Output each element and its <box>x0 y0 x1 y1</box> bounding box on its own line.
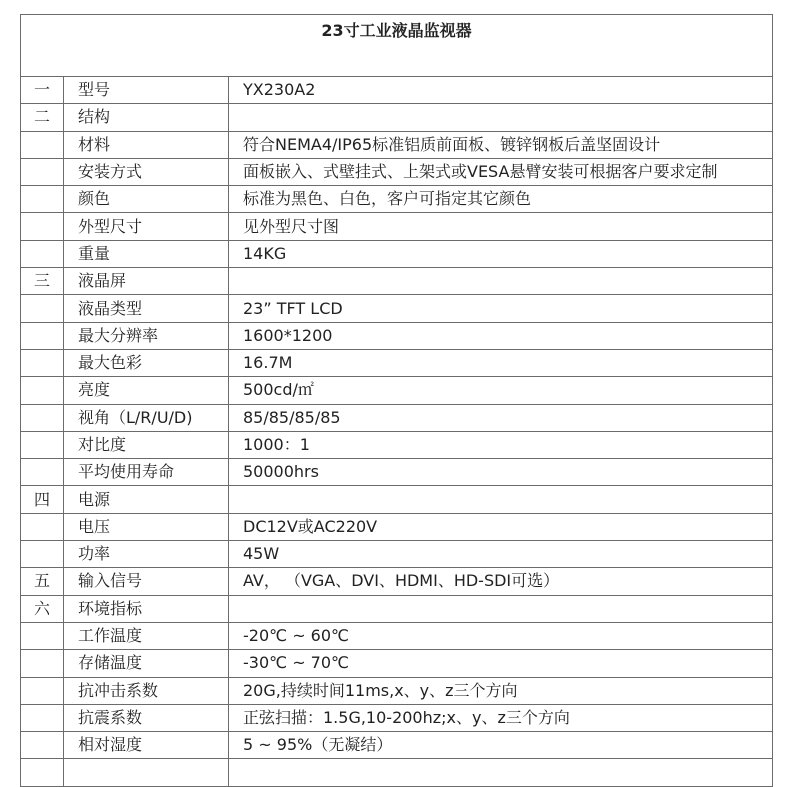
section-index <box>21 295 64 322</box>
table-row <box>21 131 773 158</box>
spec-value: 1600*1200 <box>229 322 773 349</box>
spec-value: 16.7M <box>229 349 773 376</box>
table-row <box>21 404 773 431</box>
table-row <box>21 459 773 486</box>
spec-value: DC12V或AC220V <box>229 513 773 540</box>
table-row <box>21 431 773 458</box>
section-index <box>21 240 64 267</box>
spec-name: 抗冲击系数 <box>64 677 229 704</box>
spec-value: 20G,持续时间11ms,x、y、z三个方向 <box>229 677 773 704</box>
spec-value: 标准为黑色、白色，客户可指定其它颜色 <box>229 186 773 213</box>
empty-cell-name <box>64 759 229 786</box>
spec-value: 85/85/85/85 <box>229 404 773 431</box>
section-index: 五 <box>21 568 64 595</box>
spec-name: 存储温度 <box>64 650 229 677</box>
spec-name: 视角（L/R/U/D) <box>64 404 229 431</box>
spec-name: 亮度 <box>64 377 229 404</box>
section-index <box>21 404 64 431</box>
section-index <box>21 322 64 349</box>
title-row <box>21 15 773 77</box>
section-index <box>21 158 64 185</box>
section-index <box>21 459 64 486</box>
empty-cell-index <box>21 759 64 786</box>
spec-value: 1000：1 <box>229 431 773 458</box>
spec-value: 面板嵌入、式壁挂式、上架式或VESA悬臂安装可根据客户要求定制 <box>229 158 773 185</box>
spec-name: 材料 <box>64 131 229 158</box>
spec-value: -30℃ ~ 70℃ <box>229 650 773 677</box>
section-index: 二 <box>21 104 64 131</box>
spec-name: 结构 <box>64 104 229 131</box>
spec-value: 45W <box>229 541 773 568</box>
table-row <box>21 77 773 104</box>
spec-value: 5 ~ 95%（无凝结） <box>229 732 773 759</box>
empty-cell-value <box>229 759 773 786</box>
spec-name: 抗震系数 <box>64 704 229 731</box>
spec-value: AV， （VGA、DVI、HDMI、HD-SDI可选） <box>229 568 773 595</box>
section-index <box>21 431 64 458</box>
table-row <box>21 322 773 349</box>
spec-name: 最大分辨率 <box>64 322 229 349</box>
spec-name: 功率 <box>64 541 229 568</box>
table-row <box>21 568 773 595</box>
section-index: 一 <box>21 77 64 104</box>
section-index <box>21 650 64 677</box>
spec-value: -20℃ ~ 60℃ <box>229 622 773 649</box>
table-row <box>21 104 773 131</box>
section-index <box>21 349 64 376</box>
spec-value: YX230A2 <box>229 77 773 104</box>
spec-name: 液晶屏 <box>64 268 229 295</box>
spec-name: 外型尺寸 <box>64 213 229 240</box>
spec-name: 液晶类型 <box>64 295 229 322</box>
spec-value <box>229 595 773 622</box>
table-row <box>21 732 773 759</box>
spec-value: 14KG <box>229 240 773 267</box>
section-index <box>21 131 64 158</box>
table-title: 23寸工业液晶监视器 <box>21 15 773 77</box>
spec-value: 见外型尺寸图 <box>229 213 773 240</box>
table-row <box>21 295 773 322</box>
section-index <box>21 732 64 759</box>
table-row <box>21 650 773 677</box>
table-row <box>21 541 773 568</box>
table-row <box>21 677 773 704</box>
spec-table-body <box>21 15 773 787</box>
section-index: 六 <box>21 595 64 622</box>
section-index: 三 <box>21 268 64 295</box>
spec-name: 平均使用寿命 <box>64 459 229 486</box>
spec-value: 50000hrs <box>229 459 773 486</box>
table-row <box>21 377 773 404</box>
spec-value: 符合NEMA4/IP65标准铝质前面板、镀锌钢板后盖坚固设计 <box>229 131 773 158</box>
spec-name: 相对湿度 <box>64 732 229 759</box>
section-index <box>21 513 64 540</box>
table-row <box>21 622 773 649</box>
spec-name: 颜色 <box>64 186 229 213</box>
section-index <box>21 677 64 704</box>
spec-name: 对比度 <box>64 431 229 458</box>
section-index <box>21 622 64 649</box>
spec-value <box>229 486 773 513</box>
table-row <box>21 268 773 295</box>
spec-value <box>229 104 773 131</box>
spec-name: 重量 <box>64 240 229 267</box>
section-index <box>21 377 64 404</box>
section-index <box>21 704 64 731</box>
spec-name: 最大色彩 <box>64 349 229 376</box>
spec-name: 环境指标 <box>64 595 229 622</box>
spec-name: 输入信号 <box>64 568 229 595</box>
spec-name: 工作温度 <box>64 622 229 649</box>
spec-table <box>20 14 773 787</box>
spec-value: 500cd/㎡ <box>229 377 773 404</box>
table-row <box>21 513 773 540</box>
table-row <box>21 349 773 376</box>
table-row <box>21 186 773 213</box>
spec-value: 23” TFT LCD <box>229 295 773 322</box>
table-row <box>21 240 773 267</box>
spec-value <box>229 268 773 295</box>
table-row <box>21 595 773 622</box>
spec-name: 型号 <box>64 77 229 104</box>
section-index <box>21 213 64 240</box>
spec-name: 电源 <box>64 486 229 513</box>
table-row <box>21 213 773 240</box>
section-index <box>21 541 64 568</box>
spec-name: 电压 <box>64 513 229 540</box>
spec-name: 安装方式 <box>64 158 229 185</box>
spec-value: 正弦扫描：1.5G,10-200hz;x、y、z三个方向 <box>229 704 773 731</box>
empty-row <box>21 759 773 786</box>
section-index <box>21 186 64 213</box>
section-index: 四 <box>21 486 64 513</box>
table-row <box>21 158 773 185</box>
table-row <box>21 704 773 731</box>
table-row <box>21 486 773 513</box>
